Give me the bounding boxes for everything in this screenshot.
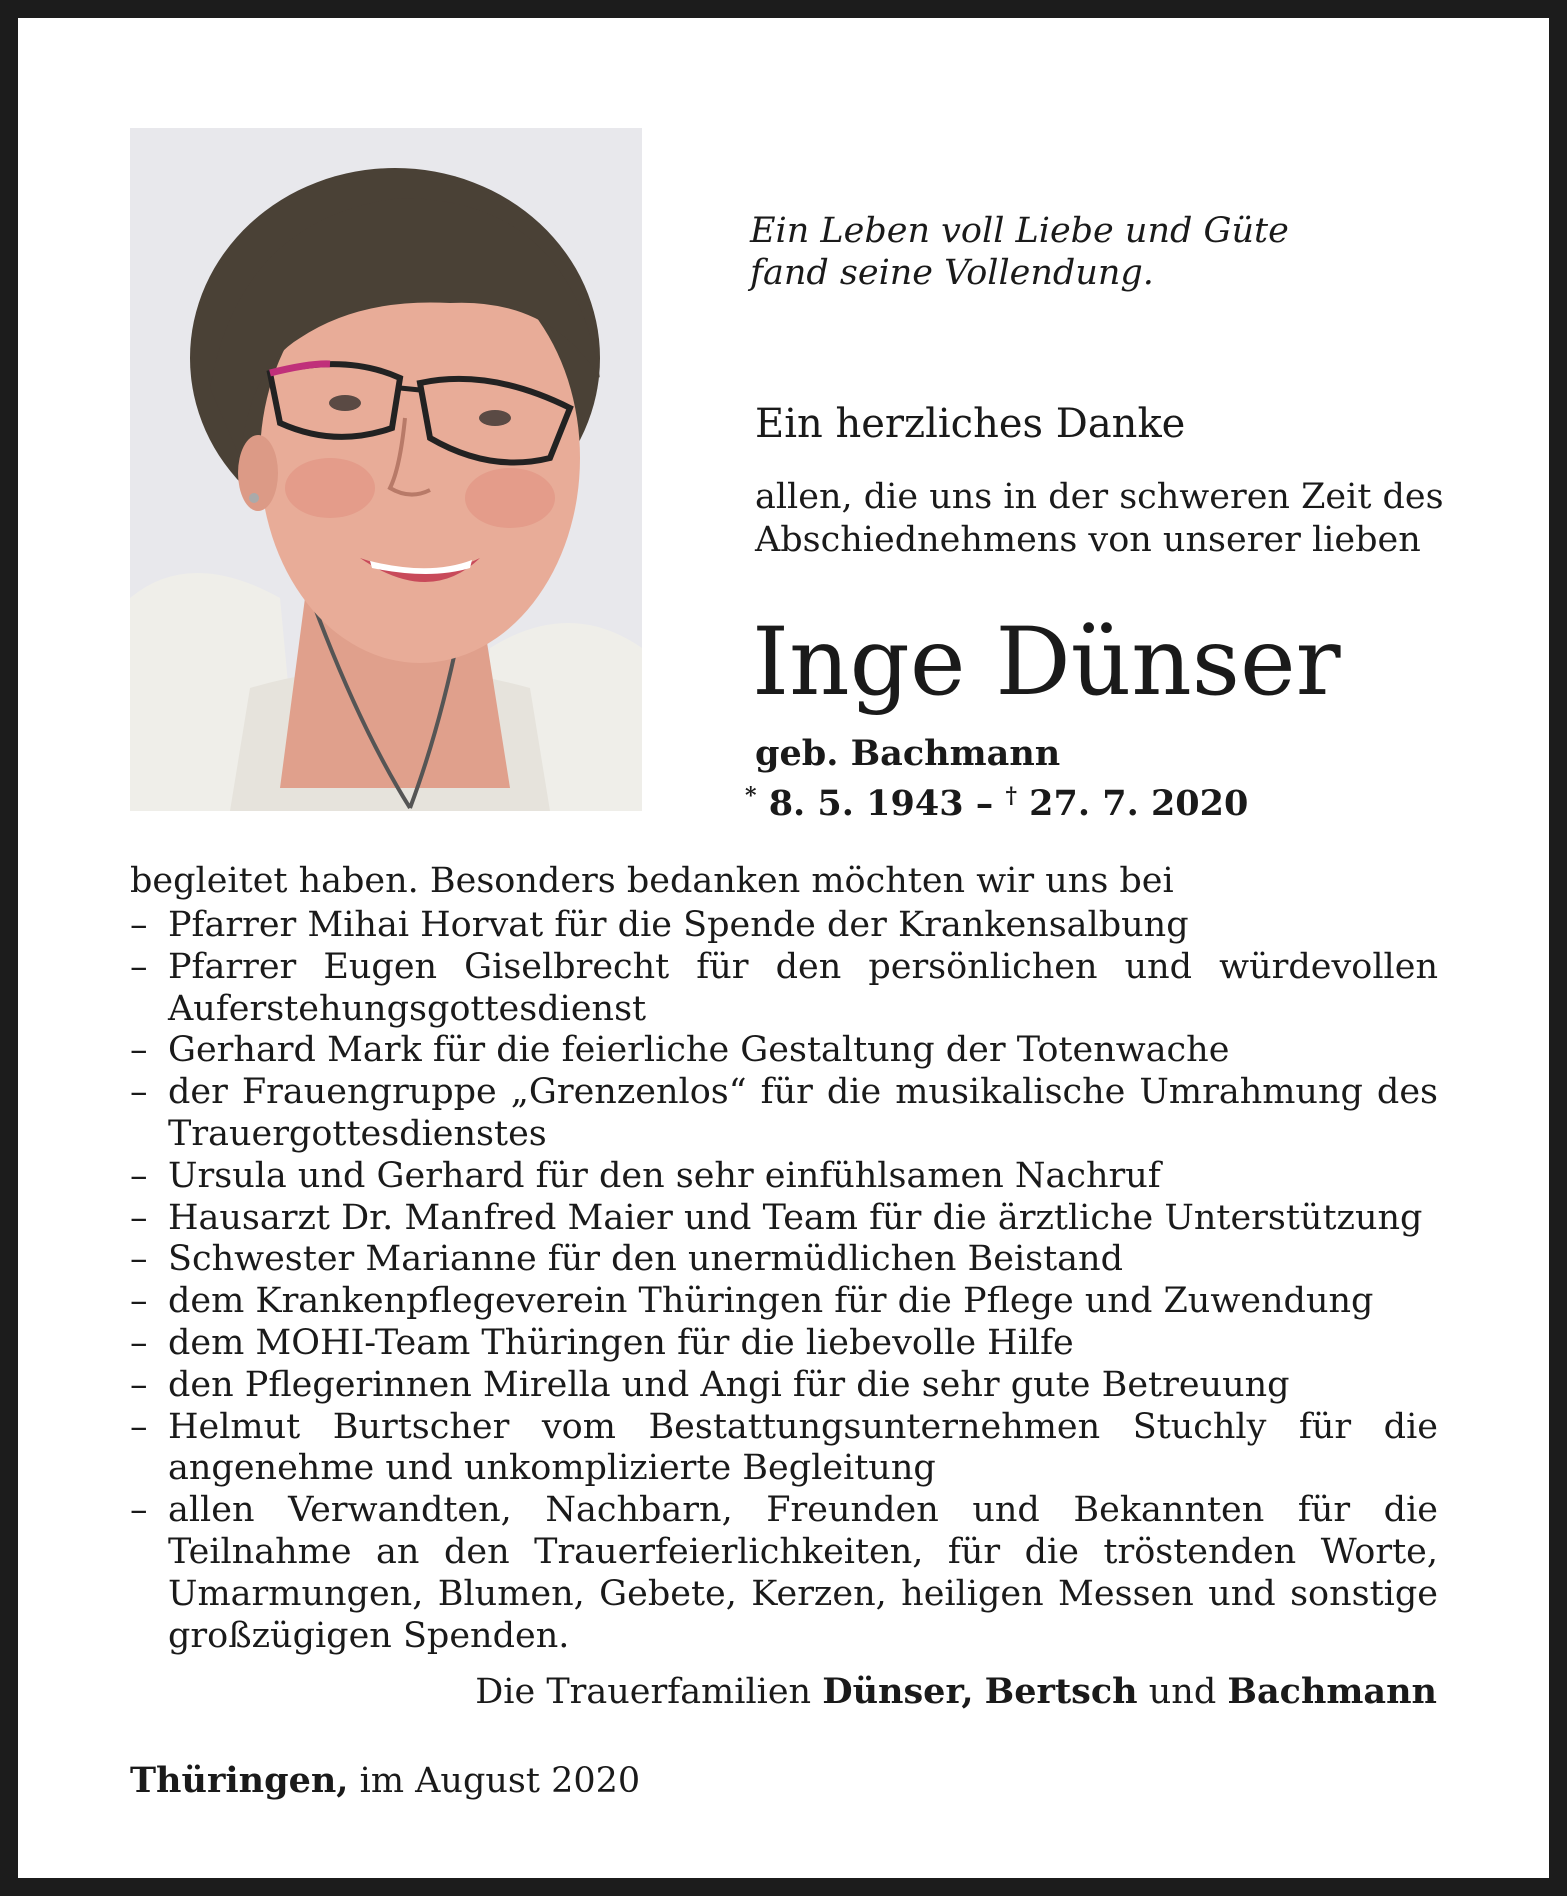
list-item <box>130 1156 1438 1198</box>
date-text: im August 2020 <box>359 1761 641 1801</box>
list-item-text: Ursula und Gerhard für den sehr einfühlsamen Nachruf <box>168 1155 1161 1196</box>
list-item <box>130 1072 1438 1156</box>
list-item-text: dem Krankenpflegeverein Thüringen für die Pflege und Zuwendung <box>168 1281 1374 1322</box>
dash-bullet: – <box>130 1406 148 1447</box>
dash-bullet: – <box>130 1072 148 1113</box>
acknowledgement-list <box>130 905 1438 1657</box>
family-name-1: Dünser, <box>822 1671 974 1712</box>
quote-line-2: fand seine Vollendung. <box>750 253 1154 293</box>
birth-symbol: * <box>745 783 757 809</box>
life-dates <box>745 774 1248 826</box>
list-item-text: der Frauengruppe „Grenzenlos“ für die musikalische Umrahmung des Trauergottesdienstes <box>168 1072 1438 1154</box>
portrait-illustration <box>130 128 642 811</box>
list-item <box>130 1198 1438 1240</box>
list-item-text: allen Verwandten, Nachbarn, Freunden und Bekannten für die Teilnahme an den Trauerfeierlichkeiten, für die tröstenden Worte, Umarmungen, Blumen, Gebete, Kerzen, heiligen Messen und sonstige großzügigen Spenden. <box>168 1490 1438 1656</box>
thanks-heading: Ein herzliches Danke <box>755 401 1186 447</box>
death-symbol: † <box>1005 783 1017 809</box>
place-name: Thüringen, <box>130 1760 349 1801</box>
dash-bullet: – <box>130 1030 148 1071</box>
list-item-text: dem MOHI-Team Thüringen für die liebevolle Hilfe <box>168 1322 1074 1363</box>
list-item-text: Helmut Burtscher vom Bestattungsunternehmen Stuchly für die angenehme und unkomplizierte Begleitung <box>168 1406 1438 1489</box>
deceased-name: Inge Dünser <box>752 608 1341 717</box>
intro-line-1: allen, die uns in der schweren Zeit des <box>755 477 1444 517</box>
list-item <box>130 905 1438 947</box>
list-item <box>130 1365 1438 1407</box>
memorial-quote <box>750 210 1289 294</box>
date-separator: – <box>975 783 994 824</box>
portrait-photo <box>130 128 642 811</box>
family-name-2: Bertsch <box>984 1671 1138 1712</box>
list-item-text: Gerhard Mark für die feierliche Gestaltung der Totenwache <box>168 1030 1230 1071</box>
list-item <box>130 947 1438 1031</box>
signoff-prefix: Die Trauerfamilien <box>475 1672 812 1712</box>
list-item <box>130 1281 1438 1323</box>
dash-bullet: – <box>130 1322 148 1363</box>
list-item-text: den Pflegerinnen Mirella und Angi für die sehr gute Betreuung <box>168 1364 1290 1405</box>
intro-text <box>755 476 1444 562</box>
body-lead-text: begleitet haben. Besonders bedanken möchten wir uns bei <box>130 861 1174 901</box>
list-item <box>130 1030 1438 1072</box>
family-name-3: Bachmann <box>1227 1671 1437 1712</box>
dash-bullet: – <box>130 1197 148 1238</box>
family-signoff <box>475 1670 1437 1714</box>
dash-bullet: – <box>130 1155 148 1196</box>
quote-line-1: Ein Leben voll Liebe und Güte <box>750 211 1289 251</box>
dash-bullet: – <box>130 1239 148 1280</box>
list-item <box>130 1490 1438 1657</box>
list-item-text: Hausarzt Dr. Manfred Maier und Team für die ärztliche Unterstützung <box>168 1197 1423 1238</box>
intro-line-2: Abschiednehmens von unserer lieben <box>755 520 1421 560</box>
dash-bullet: – <box>130 1281 148 1322</box>
place-date <box>130 1759 640 1803</box>
list-item-text: Pfarrer Eugen Giselbrecht für den persönlichen und würdevollen Auferstehungsgottesdienst <box>168 946 1438 1029</box>
list-item <box>130 1323 1438 1365</box>
signoff-conjunction: und <box>1148 1672 1217 1712</box>
death-date: 27. 7. 2020 <box>1029 783 1249 824</box>
birth-date: 8. 5. 1943 <box>768 783 964 824</box>
maiden-name: geb. Bachmann <box>755 733 1061 774</box>
dash-bullet: – <box>130 1364 148 1405</box>
list-item-text: Schwester Marianne für den unermüdlichen Beistand <box>168 1239 1123 1280</box>
dash-bullet: – <box>130 946 148 987</box>
dash-bullet: – <box>130 905 148 945</box>
list-item <box>130 1407 1438 1491</box>
list-item <box>130 1239 1438 1281</box>
dash-bullet: – <box>130 1490 148 1531</box>
list-item-text: Pfarrer Mihai Horvat für die Spende der Krankensalbung <box>168 905 1189 945</box>
